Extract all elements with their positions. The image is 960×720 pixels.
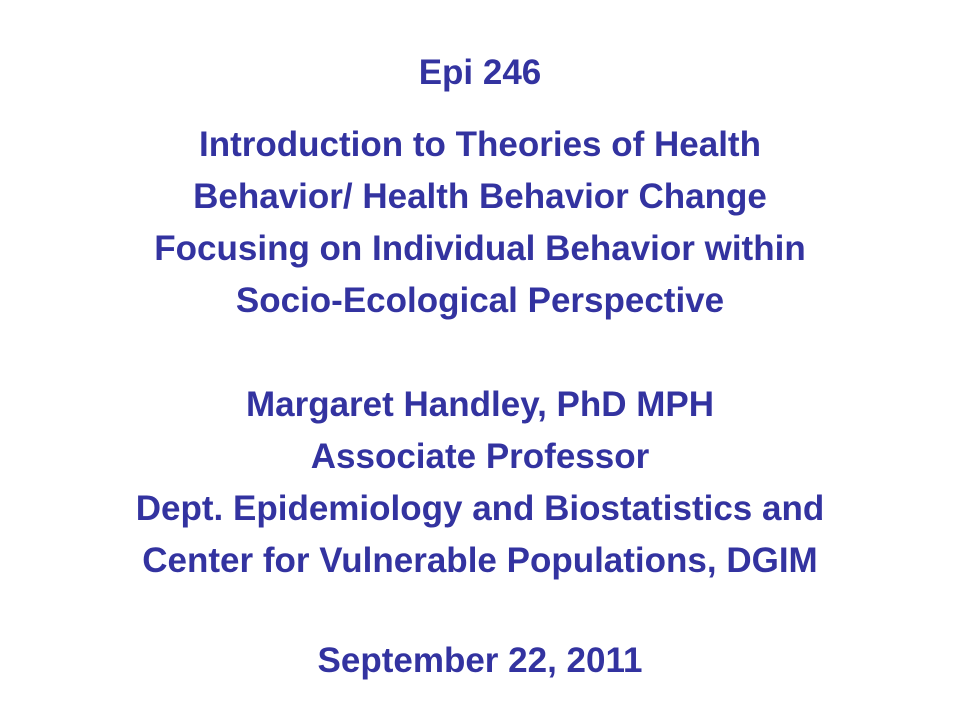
author-department-line-1: Dept. Epidemiology and Biostatistics and — [135, 489, 825, 528]
author-role: Associate Professor — [310, 437, 650, 476]
author-department-line-2: Center for Vulnerable Populations, DGIM — [142, 541, 818, 580]
author-name: Margaret Handley, PhD MPH — [245, 385, 715, 424]
title-line-4: Socio-Ecological Perspective — [235, 281, 725, 320]
presentation-date: September 22, 2011 — [317, 641, 643, 680]
title-line-3: Focusing on Individual Behavior within — [154, 229, 806, 268]
course-code: Epi 246 — [418, 53, 542, 92]
title-line-2: Behavior/ Health Behavior Change — [193, 177, 767, 216]
title-line-1: Introduction to Theories of Health — [199, 125, 761, 164]
